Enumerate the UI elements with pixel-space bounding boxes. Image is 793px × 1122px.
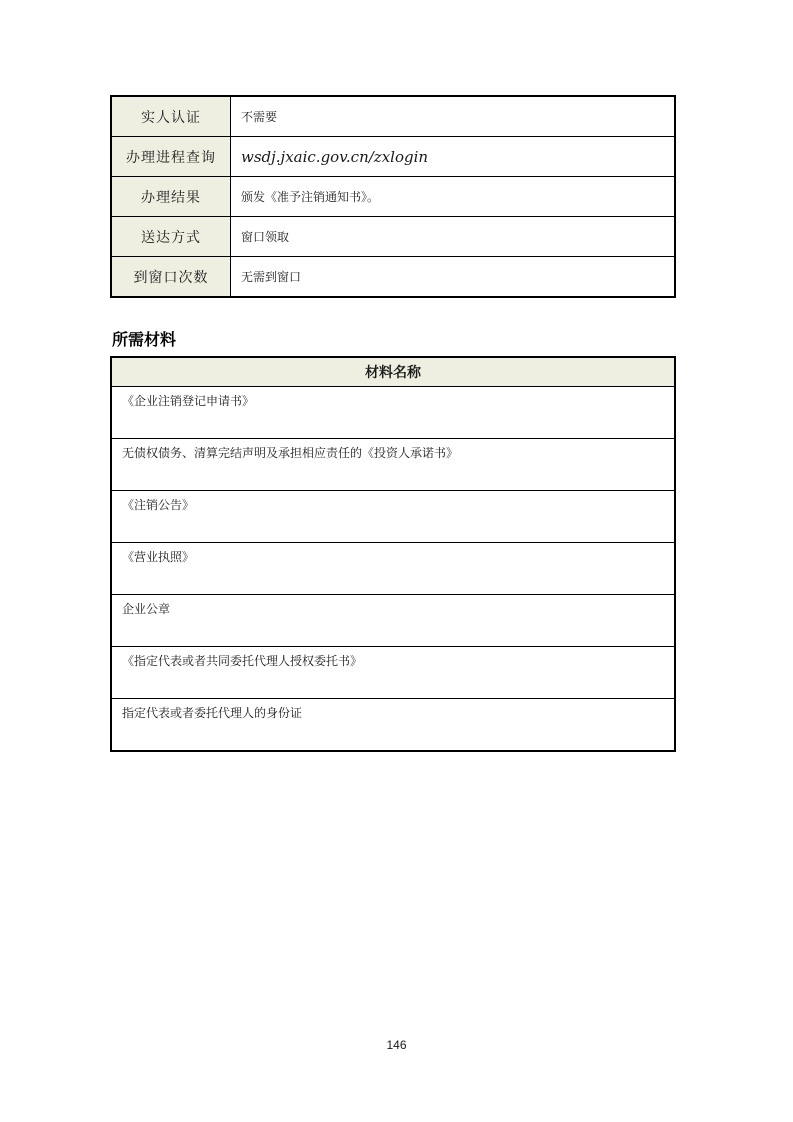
info-row-label: 到窗口次数 bbox=[111, 257, 231, 298]
process-info-table-body bbox=[111, 96, 675, 297]
materials-row bbox=[111, 543, 675, 595]
materials-row bbox=[111, 595, 675, 647]
materials-header-row bbox=[111, 357, 675, 387]
info-row-value: wsdj.jxaic.gov.cn/zxlogin bbox=[231, 137, 676, 177]
process-info-table bbox=[110, 95, 676, 298]
materials-row bbox=[111, 491, 675, 543]
material-name-cell: 无债权债务、清算完结声明及承担相应责任的《投资人承诺书》 bbox=[111, 439, 675, 491]
materials-row bbox=[111, 647, 675, 699]
materials-section-heading: 所需材料 bbox=[112, 332, 177, 349]
page-number: 146 bbox=[386, 1038, 407, 1052]
info-table-row bbox=[111, 177, 675, 217]
info-row-value: 无需到窗口 bbox=[231, 257, 676, 298]
info-row-value: 颁发《准予注销通知书》。 bbox=[231, 177, 676, 217]
material-name-cell: 《营业执照》 bbox=[111, 543, 675, 595]
materials-table-body bbox=[111, 387, 675, 752]
info-row-label: 办理结果 bbox=[111, 177, 231, 217]
info-table-row bbox=[111, 217, 675, 257]
info-row-label: 办理进程查询 bbox=[111, 137, 231, 177]
materials-header-cell: 材料名称 bbox=[111, 357, 675, 387]
materials-row bbox=[111, 439, 675, 491]
material-name-cell: 《注销公告》 bbox=[111, 491, 675, 543]
info-table-row bbox=[111, 96, 675, 137]
materials-table-head bbox=[111, 357, 675, 387]
info-row-value: 不需要 bbox=[231, 96, 676, 137]
materials-row bbox=[111, 699, 675, 752]
info-row-label: 实人认证 bbox=[111, 96, 231, 137]
materials-row bbox=[111, 387, 675, 439]
info-row-label: 送达方式 bbox=[111, 217, 231, 257]
info-table-row bbox=[111, 137, 675, 177]
materials-table bbox=[110, 356, 676, 752]
material-name-cell: 《指定代表或者共同委托代理人授权委托书》 bbox=[111, 647, 675, 699]
material-name-cell: 指定代表或者委托代理人的身份证 bbox=[111, 699, 675, 752]
material-name-cell: 《企业注销登记申请书》 bbox=[111, 387, 675, 439]
info-row-value: 窗口领取 bbox=[231, 217, 676, 257]
info-table-row bbox=[111, 257, 675, 298]
material-name-cell: 企业公章 bbox=[111, 595, 675, 647]
